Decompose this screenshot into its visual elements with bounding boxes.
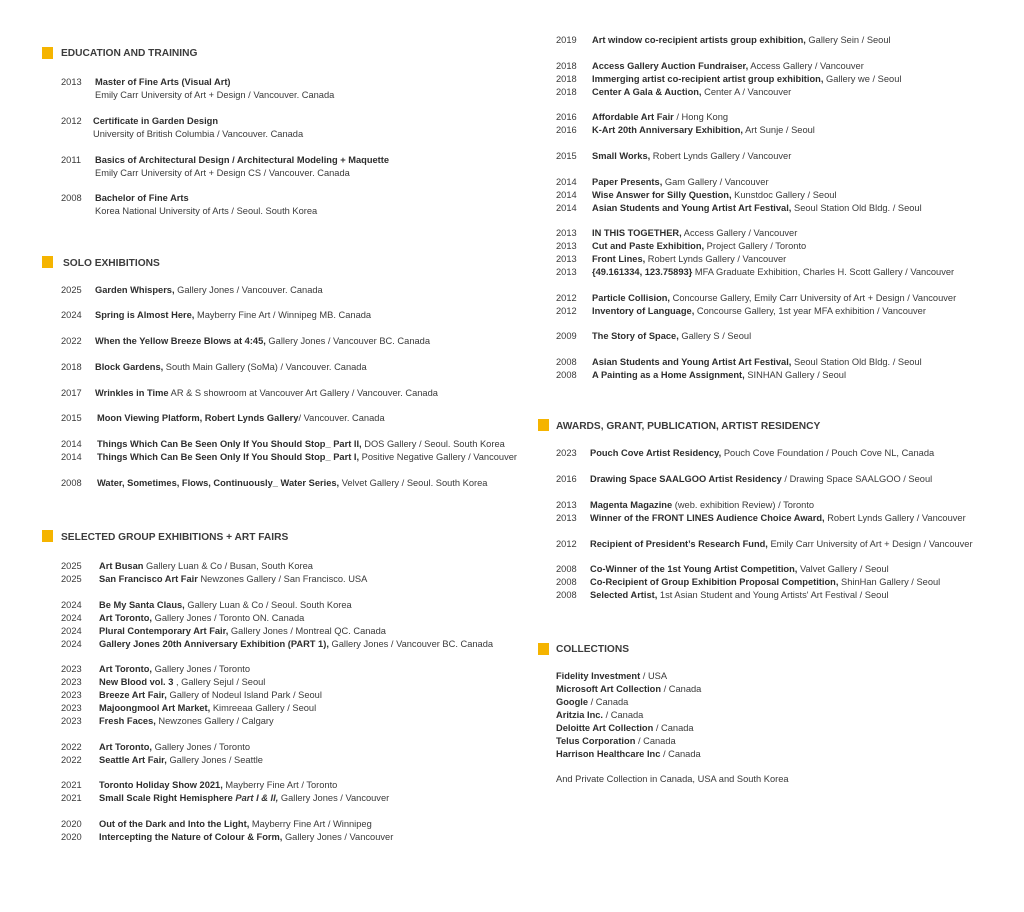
entry-title: Wrinkles in Time	[95, 388, 169, 398]
list-item	[556, 722, 694, 734]
entry-title: Toronto Holiday Show 2021,	[99, 780, 223, 790]
entry-title: Master of Fine Arts (Visual Art)	[95, 77, 231, 87]
entry-year: 2012	[556, 306, 577, 316]
entry-year: 2016	[556, 474, 577, 484]
entry-year: 2008	[556, 564, 577, 574]
entry-year: 2014	[61, 452, 82, 462]
entry-detail: Gallery Jones / Seattle	[166, 755, 263, 765]
entry-detail: MFA Graduate Exhibition, Charles H. Scott Gallery / Vancouver	[692, 267, 955, 277]
entry-year: 2024	[61, 613, 82, 623]
entry-title: When the Yellow Breeze Blows at 4:45,	[95, 336, 266, 346]
entry-detail: / Canada	[661, 684, 702, 694]
entry-detail: / Canada	[603, 710, 644, 720]
entry-title: Wise Answer for Silly Question,	[592, 190, 732, 200]
education-detail: University of British Columbia / Vancouver. Canada	[93, 129, 304, 139]
entry-title: Art Busan	[99, 561, 144, 571]
entry-detail: Gallery Jones / Vancouver BC. Canada	[328, 639, 494, 649]
education-detail: Emily Carr University of Art + Design / Vancouver. Canada	[95, 90, 335, 100]
entry-title: Things Which Can Be Seen Only If You Should Stop_ Part I,	[97, 452, 360, 462]
entry-detail: 1st Asian Student and Young Artists' Art Festival / Seoul	[657, 590, 889, 600]
entry-title: Telus Corporation	[556, 736, 636, 746]
entry-title: Water, Sometimes, Flows, Continuously_ Water Series,	[97, 478, 340, 488]
entry-year: 2023	[61, 703, 82, 713]
entry-year: 2018	[61, 362, 82, 372]
entry-title: Deloitte Art Collection	[556, 723, 654, 733]
collections-heading: COLLECTIONS	[556, 644, 630, 655]
entry-title: New Blood vol. 3	[99, 677, 174, 687]
entry-title: Certificate in Garden Design	[93, 116, 219, 126]
list-item	[556, 735, 676, 747]
entry-detail: Gallery Jones / Vancouver	[278, 793, 390, 803]
entry-title: Recipient of President’s Research Fund,	[590, 539, 768, 549]
entry-title: Co-Winner of the 1st Young Artist Competition,	[590, 564, 798, 574]
entry-title: Basics of Architectural Design / Architectural Modeling + Maquette	[95, 155, 390, 165]
entry-year: 2019	[556, 35, 577, 45]
entry-detail: Seoul Station Old Bldg. / Seoul	[791, 357, 922, 367]
entry-year: 2023	[61, 664, 82, 674]
entry-detail: Mayberry Fine Art / Toronto	[222, 780, 338, 790]
entry-title: The Story of Space,	[592, 331, 679, 341]
entry-detail: Gallery Jones / Toronto	[152, 742, 251, 752]
entry-detail: South Main Gallery (SoMa) / Vancouver. Canada	[163, 362, 367, 372]
entry-year: 2015	[61, 413, 82, 423]
entry-title: Breeze Art Fair,	[99, 690, 167, 700]
entry-title: Google	[556, 697, 589, 707]
entry-detail: Pouch Cove Foundation / Pouch Cove NL, Canada	[721, 448, 935, 458]
entry-detail: Project Gallery / Toronto	[704, 241, 807, 251]
entry-detail: Gallery Jones / Vancouver BC. Canada	[265, 336, 431, 346]
entry-year: 2013	[556, 254, 577, 264]
entry-title: Out of the Dark and Into the Light,	[99, 819, 250, 829]
entry-title: Winner of the FRONT LINES Audience Choice Award,	[590, 513, 825, 523]
entry-year: 2013	[556, 513, 577, 523]
entry-year: 2017	[61, 388, 82, 398]
entry-title: Fresh Faces,	[99, 716, 156, 726]
entry-detail: Positive Negative Gallery / Vancouver	[359, 452, 518, 462]
entry-title: Drawing Space SAALGOO Artist Residency	[590, 474, 782, 484]
entry-detail: Newzones Gallery / Calgary	[155, 716, 274, 726]
entry-detail: / Canada	[588, 697, 629, 707]
entry-year: 2018	[556, 61, 577, 71]
entry-detail: Gallery Jones / Toronto	[152, 664, 251, 674]
entry-title: Art Toronto,	[99, 613, 153, 623]
entry-year: 2025	[61, 285, 82, 295]
entry-detail: Access Gallery / Vancouver	[681, 228, 798, 238]
entry-detail: Gallery of Nodeul Island Park / Seoul	[166, 690, 322, 700]
section-marker-education	[42, 47, 53, 59]
entry-detail: Gallery Luan & Co / Seoul. South Korea	[184, 600, 352, 610]
entry-year: 2012	[556, 539, 577, 549]
entry-detail: Art Sunje / Seoul	[743, 125, 815, 135]
entry-title: Intercepting the Nature of Colour & Form,	[99, 832, 283, 842]
list-item	[556, 696, 628, 708]
entry-year: 2008	[556, 577, 577, 587]
entry-title: Magenta Magazine	[590, 500, 673, 510]
entry-title: {49.161334, 123.75893}	[592, 267, 693, 277]
list-item	[556, 709, 643, 721]
entry-detail: Access Gallery / Vancouver	[748, 61, 864, 71]
entry-year: 2024	[61, 639, 82, 649]
entry-year: 2013	[61, 77, 82, 87]
entry-year: 2016	[556, 125, 577, 135]
entry-title: Aritzia Inc.	[556, 710, 604, 720]
entry-detail: Kimreeaa Gallery / Seoul	[210, 703, 317, 713]
entry-title: Center A Gala & Auction,	[592, 87, 702, 97]
entry-year: 2022	[61, 742, 82, 752]
entry-year: 2022	[61, 755, 82, 765]
entry-title: Small Works,	[592, 151, 651, 161]
entry-title: Majoongmool Art Market,	[99, 703, 211, 713]
entry-year: 2014	[61, 439, 82, 449]
entry-year: 2023	[61, 690, 82, 700]
entry-title: Art window co-recipient artists group exhibition,	[592, 35, 806, 45]
entry-title: Gallery Jones 20th Anniversary Exhibition (PART 1),	[99, 639, 329, 649]
entry-detail: Emily Carr University of Art + Design / Vancouver	[767, 539, 973, 549]
entry-title: Moon Viewing Platform, Robert Lynds Gallery	[97, 413, 299, 423]
entry-title: Asian Students and Young Artist Art Festival,	[592, 203, 792, 213]
entry-detail: Gallery Jones / Vancouver. Canada	[174, 285, 323, 295]
entry-year: 2018	[556, 74, 577, 84]
entry-year: 2023	[61, 716, 82, 726]
entry-title: Asian Students and Young Artist Art Festival,	[592, 357, 792, 367]
entry-detail: Newzones Gallery / San Francisco. USA	[197, 574, 368, 584]
entry-title-italic: Part I & II,	[235, 793, 279, 803]
entry-title: Fidelity Investment	[556, 671, 641, 681]
entry-title: Spring is Almost Here,	[95, 310, 195, 320]
entry-detail: Gallery Sein / Seoul	[805, 35, 891, 45]
entry-title: Cut and Paste Exhibition,	[592, 241, 705, 251]
list-item	[556, 748, 701, 760]
entry-title: Harrison Healthcare Inc	[556, 749, 661, 759]
entry-detail: Robert Lynds Gallery / Vancouver	[650, 151, 792, 161]
entry-title: Garden Whispers,	[95, 285, 175, 295]
entry-year: 2008	[61, 193, 82, 203]
entry-detail: Gallery Luan & Co / Busan, South Korea	[143, 561, 313, 571]
entry-detail: Mayberry Fine Art / Winnipeg	[249, 819, 372, 829]
entry-detail: AR & S showroom at Vancouver Art Gallery / Vancouver. Canada	[168, 388, 438, 398]
entry-year: 2011	[61, 155, 81, 165]
awards-heading: AWARDS, GRANT, PUBLICATION, ARTIST RESIDENCY	[556, 421, 821, 432]
entry-title: Small Scale Right Hemisphere	[99, 793, 236, 803]
entry-year: 2021	[61, 793, 82, 803]
entry-title: Plural Contemporary Art Fair,	[99, 626, 229, 636]
entry-detail: Center A / Vancouver	[701, 87, 792, 97]
entry-detail: Kunstdoc Gallery / Seoul	[731, 190, 837, 200]
group-heading: SELECTED GROUP EXHIBITIONS + ART FAIRS	[61, 532, 289, 543]
entry-title: Access Gallery Auction Fundraiser,	[592, 61, 749, 71]
entry-title: Paper Presents,	[592, 177, 663, 187]
entry-detail: Gallery we / Seoul	[823, 74, 902, 84]
entry-title: Things Which Can Be Seen Only If You Should Stop_ Part II,	[97, 439, 362, 449]
entry-title: Block Gardens,	[95, 362, 164, 372]
entry-detail: / Canada	[653, 723, 694, 733]
entry-detail: Concourse Gallery, 1st year MFA exhibition / Vancouver	[694, 306, 926, 316]
entry-year: 2023	[556, 448, 577, 458]
entry-detail: Velvet Gallery / Seoul. South Korea	[339, 478, 488, 488]
entry-title: Co-Recipient of Group Exhibition Proposal Competition,	[590, 577, 839, 587]
entry-detail: Valvet Gallery / Seoul	[797, 564, 889, 574]
entry-year: 2022	[61, 336, 82, 346]
entry-year: 2024	[61, 626, 82, 636]
solo-heading: SOLO EXHIBITIONS	[63, 258, 160, 269]
entry-title: K-Art 20th Anniversary Exhibition,	[592, 125, 744, 135]
entry-year: 2013	[556, 228, 577, 238]
entry-year: 2012	[61, 116, 82, 126]
entry-title: IN THIS TOGETHER,	[592, 228, 682, 238]
entry-year: 2008	[556, 357, 577, 367]
entry-detail: / Canada	[635, 736, 676, 746]
entry-year: 2012	[556, 293, 577, 303]
entry-year: 2014	[556, 177, 577, 187]
entry-title: Selected Artist,	[590, 590, 658, 600]
education-heading: EDUCATION AND TRAINING	[61, 48, 198, 59]
entry-year: 2016	[556, 112, 577, 122]
entry-year: 2014	[556, 190, 577, 200]
entry-title: Pouch Cove Artist Residency,	[590, 448, 722, 458]
entry-detail: Robert Lynds Gallery / Vancouver	[645, 254, 787, 264]
entry-title: Particle Collision,	[592, 293, 671, 303]
entry-year: 2008	[556, 370, 577, 380]
entry-title: Be My Santa Claus,	[99, 600, 185, 610]
education-detail: Emily Carr University of Art + Design CS / Vancouver. Canada	[95, 168, 350, 178]
entry-title: Bachelor of Fine Arts	[95, 193, 189, 203]
entry-year: 2015	[556, 151, 577, 161]
entry-year: 2024	[61, 310, 82, 320]
entry-year: 2025	[61, 561, 82, 571]
entry-year: 2020	[61, 832, 82, 842]
entry-detail: / Drawing Space SAALGOO / Seoul	[781, 474, 933, 484]
section-marker-solo	[42, 256, 53, 268]
entry-year: 2023	[61, 677, 82, 687]
entry-detail: ShinHan Gallery / Seoul	[838, 577, 941, 587]
entry-year: 2021	[61, 780, 82, 790]
entry-title: San Francisco Art Fair	[99, 574, 198, 584]
entry-year: 2013	[556, 241, 577, 251]
entry-year: 2008	[61, 478, 82, 488]
entry-detail: Robert Lynds Gallery / Vancouver	[824, 513, 966, 523]
entry-detail: Gam Gallery / Vancouver	[662, 177, 769, 187]
entry-title: Inventory of Language,	[592, 306, 695, 316]
education-detail: Korea National University of Arts / Seoul. South Korea	[95, 206, 318, 216]
entry-year: 2020	[61, 819, 82, 829]
section-marker-awards	[538, 419, 549, 431]
entry-title: Art Toronto,	[99, 664, 153, 674]
entry-detail: DOS Gallery / Seoul. South Korea	[361, 439, 505, 449]
collections-note: And Private Collection in Canada, USA and South Korea	[556, 774, 789, 784]
entry-year: 2018	[556, 87, 577, 97]
entry-detail: Seoul Station Old Bldg. / Seoul	[791, 203, 922, 213]
entry-year: 2013	[556, 267, 577, 277]
entry-year: 2008	[556, 590, 577, 600]
entry-detail: Gallery S / Seoul	[678, 331, 752, 341]
entry-title: Front Lines,	[592, 254, 646, 264]
entry-year: 2025	[61, 574, 82, 584]
entry-detail: Concourse Gallery, Emily Carr University of Art + Design / Vancouver	[670, 293, 957, 303]
entry-detail: SINHAN Gallery / Seoul	[744, 370, 847, 380]
entry-title: Microsoft Art Collection	[556, 684, 662, 694]
entry-title: Seattle Art Fair,	[99, 755, 167, 765]
entry-detail: / Canada	[660, 749, 701, 759]
entry-year: 2009	[556, 331, 577, 341]
entry-year: 2024	[61, 600, 82, 610]
list-item	[556, 683, 701, 695]
entry-title: Art Toronto,	[99, 742, 153, 752]
entry-detail: / Vancouver. Canada	[298, 413, 385, 423]
entry-detail: Mayberry Fine Art / Winnipeg MB. Canada	[194, 310, 372, 320]
entry-detail: Gallery Jones / Vancouver	[282, 832, 394, 842]
entry-year: 2014	[556, 203, 577, 213]
entry-detail: Gallery Jones / Montreal QC. Canada	[228, 626, 386, 636]
section-marker-collections	[538, 643, 549, 655]
entry-detail: (web. exhibition Review) / Toronto	[672, 500, 815, 510]
entry-title: A Painting as a Home Assignment,	[592, 370, 745, 380]
entry-detail: , Gallery Sejul / Seoul	[173, 677, 266, 687]
entry-detail: Gallery Jones / Toronto ON. Canada	[152, 613, 305, 623]
entry-title: Immerging artist co-recipient artist group exhibition,	[592, 74, 824, 84]
section-marker-group	[42, 530, 53, 542]
entry-year: 2013	[556, 500, 577, 510]
entry-detail: / USA	[640, 671, 668, 681]
list-item	[556, 670, 667, 682]
entry-detail: / Hong Kong	[673, 112, 729, 122]
entry-title: Affordable Art Fair	[592, 112, 674, 122]
